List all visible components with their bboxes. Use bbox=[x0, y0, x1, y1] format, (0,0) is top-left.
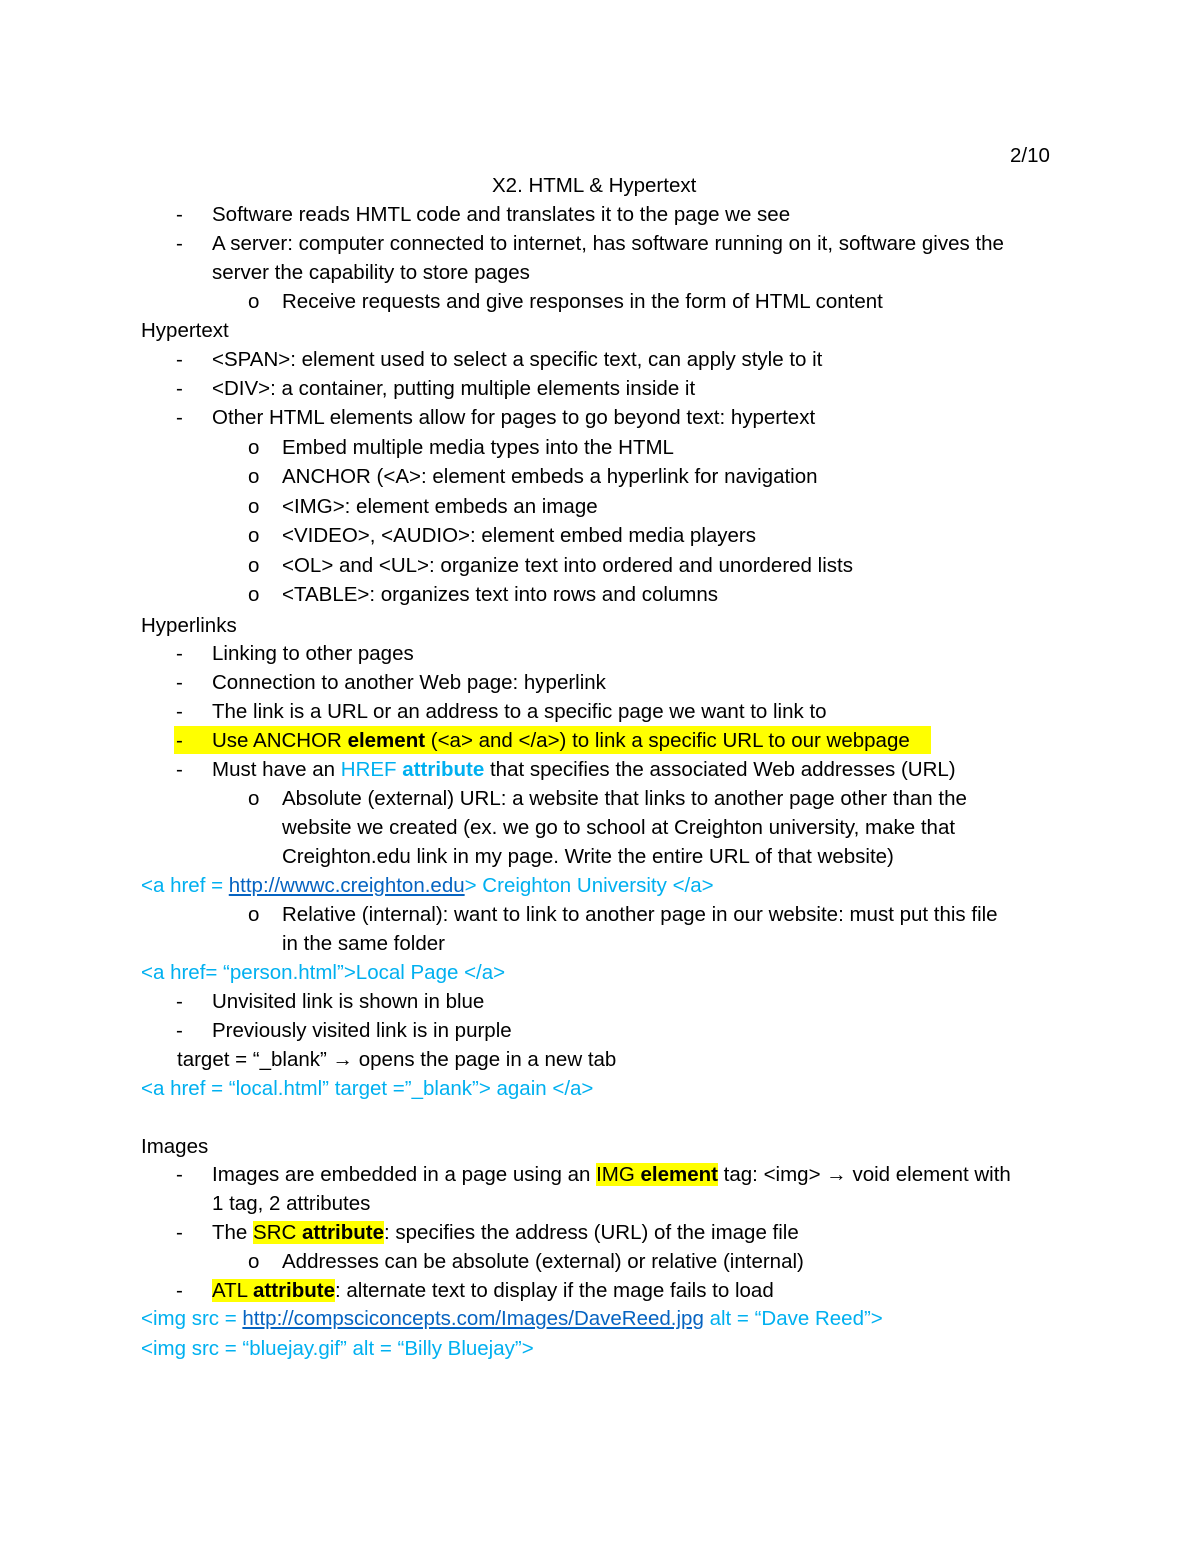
hyperlinks-bullet-6: Unvisited link is shown in blue bbox=[212, 990, 485, 1013]
hyperlinks-bullet-1: Linking to other pages bbox=[212, 642, 414, 665]
hyperlinks-bullet-2: Connection to another Web page: hyperlink bbox=[212, 671, 606, 694]
arrow-icon: → bbox=[332, 1048, 354, 1071]
code-run: > Creighton University </a> bbox=[464, 874, 714, 897]
page-title: X2. HTML & Hypertext bbox=[492, 174, 697, 197]
code-run: alt = “Dave Reed”> bbox=[703, 1307, 883, 1330]
bullet-circle: o bbox=[248, 1250, 260, 1273]
highlight-run bbox=[212, 1279, 335, 1302]
hyperlink[interactable]: http://wwwc.creighton.edu bbox=[228, 874, 465, 897]
hypertext-sub-1: Embed multiple media types into the HTML bbox=[282, 436, 674, 459]
arrow-icon: → bbox=[826, 1163, 847, 1186]
code-example-img-absolute bbox=[141, 1305, 883, 1332]
intro-bullet-1: Software reads HMTL code and translates it to the page we see bbox=[212, 203, 791, 226]
text-run: Must have an bbox=[212, 758, 341, 781]
hyperlink[interactable]: http://compsciconcepts.com/Images/DaveReed.jpg bbox=[242, 1307, 704, 1330]
code-example-target: <a href = “local.html” target =”_blank”> again </a> bbox=[141, 1077, 594, 1100]
relative-url-line-1: Relative (internal): want to link to another page in our website: must put this file bbox=[282, 903, 998, 926]
bullet-dash: - bbox=[176, 990, 183, 1013]
hypertext-sub-4: <VIDEO>, <AUDIO>: element embed media players bbox=[282, 524, 757, 547]
text-run: that specifies the associated Web addresses (URL) bbox=[484, 758, 956, 781]
bold-run: attribute bbox=[302, 1221, 385, 1244]
images-sub-bullet: Addresses can be absolute (external) or relative (internal) bbox=[282, 1250, 804, 1273]
text-run: IMG bbox=[596, 1163, 641, 1186]
bullet-dash: - bbox=[176, 406, 183, 429]
bullet-dash: - bbox=[176, 1019, 183, 1042]
text-run: target = “_blank” bbox=[177, 1048, 333, 1071]
bullet-dash: - bbox=[176, 1163, 183, 1186]
hyperlinks-bullet-5 bbox=[212, 756, 956, 783]
bullet-circle: o bbox=[248, 583, 260, 606]
bullet-dash: - bbox=[176, 642, 183, 665]
absolute-url-line-1: Absolute (external) URL: a website that links to another page other than the bbox=[282, 787, 967, 810]
hypertext-sub-3: <IMG>: element embeds an image bbox=[282, 495, 598, 518]
bold-run: element bbox=[640, 1163, 718, 1186]
hyperlinks-bullet-3: The link is a URL or an address to a specific page we want to link to bbox=[212, 700, 827, 723]
text-run: SRC bbox=[253, 1221, 303, 1244]
text-run: Images are embedded in a page using an bbox=[212, 1163, 597, 1186]
bullet-dash: - bbox=[176, 671, 183, 694]
bullet-circle: o bbox=[248, 495, 260, 518]
target-blank-note bbox=[177, 1046, 616, 1073]
bold-run: element bbox=[347, 729, 426, 752]
highlight-run bbox=[253, 1221, 384, 1244]
blue-bold-run: attribute bbox=[402, 758, 485, 781]
text-run: tag: <img> bbox=[717, 1163, 827, 1186]
code-example-img-relative: <img src = “bluejay.gif” alt = “Billy Bluejay”> bbox=[141, 1337, 534, 1360]
text-run: opens the page in a new tab bbox=[353, 1048, 617, 1071]
hypertext-sub-6: <TABLE>: organizes text into rows and columns bbox=[282, 583, 719, 606]
text-run: Use ANCHOR bbox=[212, 729, 348, 752]
hypertext-bullet-2: <DIV>: a container, putting multiple elements inside it bbox=[212, 377, 696, 400]
bullet-circle: o bbox=[248, 787, 260, 810]
bullet-dash: - bbox=[176, 377, 183, 400]
intro-bullet-2-cont: server the capability to store pages bbox=[212, 261, 530, 284]
blue-run: HREF bbox=[340, 758, 397, 781]
bullet-circle: o bbox=[248, 903, 260, 926]
bullet-dash: - bbox=[176, 1279, 183, 1302]
images-bullet-1 bbox=[212, 1161, 1011, 1188]
hypertext-sub-5: <OL> and <UL>: organize text into ordered and unordered lists bbox=[282, 554, 853, 577]
bullet-circle: o bbox=[248, 524, 260, 547]
text-run: ATL bbox=[212, 1279, 254, 1302]
bullet-circle: o bbox=[248, 290, 260, 313]
bullet-dash: - bbox=[176, 700, 183, 723]
bullet-dash: - bbox=[176, 348, 183, 371]
section-heading-images: Images bbox=[141, 1135, 209, 1158]
bullet-dash: - bbox=[176, 203, 183, 226]
absolute-url-line-2: website we created (ex. we go to school at Creighton university, make that bbox=[282, 816, 956, 839]
images-bullet-1-cont: 1 tag, 2 attributes bbox=[212, 1192, 371, 1215]
code-run: <a href = bbox=[141, 874, 229, 897]
bullet-dash: - bbox=[176, 758, 183, 781]
section-heading-hypertext: Hypertext bbox=[141, 319, 229, 342]
code-run: <img src = bbox=[141, 1307, 243, 1330]
hyperlinks-bullet-4 bbox=[212, 727, 910, 754]
page-number: 2/10 bbox=[1010, 144, 1050, 167]
bullet-circle: o bbox=[248, 465, 260, 488]
code-example-relative: <a href= “person.html”>Local Page </a> bbox=[141, 961, 506, 984]
intro-sub-bullet: Receive requests and give responses in the form of HTML content bbox=[282, 290, 883, 313]
relative-url-line-2: in the same folder bbox=[282, 932, 445, 955]
images-bullet-2 bbox=[212, 1219, 799, 1246]
text-run: The bbox=[212, 1221, 254, 1244]
intro-bullet-2: A server: computer connected to internet, has software running on it, software gives the bbox=[212, 232, 1004, 255]
bullet-circle: o bbox=[248, 554, 260, 577]
hypertext-bullet-3: Other HTML elements allow for pages to go beyond text: hypertext bbox=[212, 406, 816, 429]
section-heading-hyperlinks: Hyperlinks bbox=[141, 614, 237, 637]
hypertext-bullet-1: <SPAN>: element used to select a specific text, can apply style to it bbox=[212, 348, 823, 371]
text-run: (<a> and </a>) to link a specific URL to our webpage bbox=[425, 729, 910, 752]
hypertext-sub-2: ANCHOR (<A>: element embeds a hyperlink for navigation bbox=[282, 465, 818, 488]
bullet-circle: o bbox=[248, 436, 260, 459]
code-example-absolute bbox=[141, 872, 714, 899]
hyperlinks-bullet-7: Previously visited link is in purple bbox=[212, 1019, 512, 1042]
text-run: : specifies the address (URL) of the image file bbox=[384, 1221, 799, 1244]
images-bullet-3 bbox=[212, 1277, 774, 1304]
text-run: : alternate text to display if the mage fails to load bbox=[335, 1279, 774, 1302]
text-run: void element with bbox=[846, 1163, 1011, 1186]
absolute-url-line-3: Creighton.edu link in my page. Write the entire URL of that website) bbox=[282, 845, 894, 868]
bullet-dash: - bbox=[176, 232, 183, 255]
bold-run: attribute bbox=[253, 1279, 336, 1302]
bullet-dash: - bbox=[176, 729, 183, 752]
bullet-dash: - bbox=[176, 1221, 183, 1244]
highlight-run bbox=[596, 1163, 718, 1186]
